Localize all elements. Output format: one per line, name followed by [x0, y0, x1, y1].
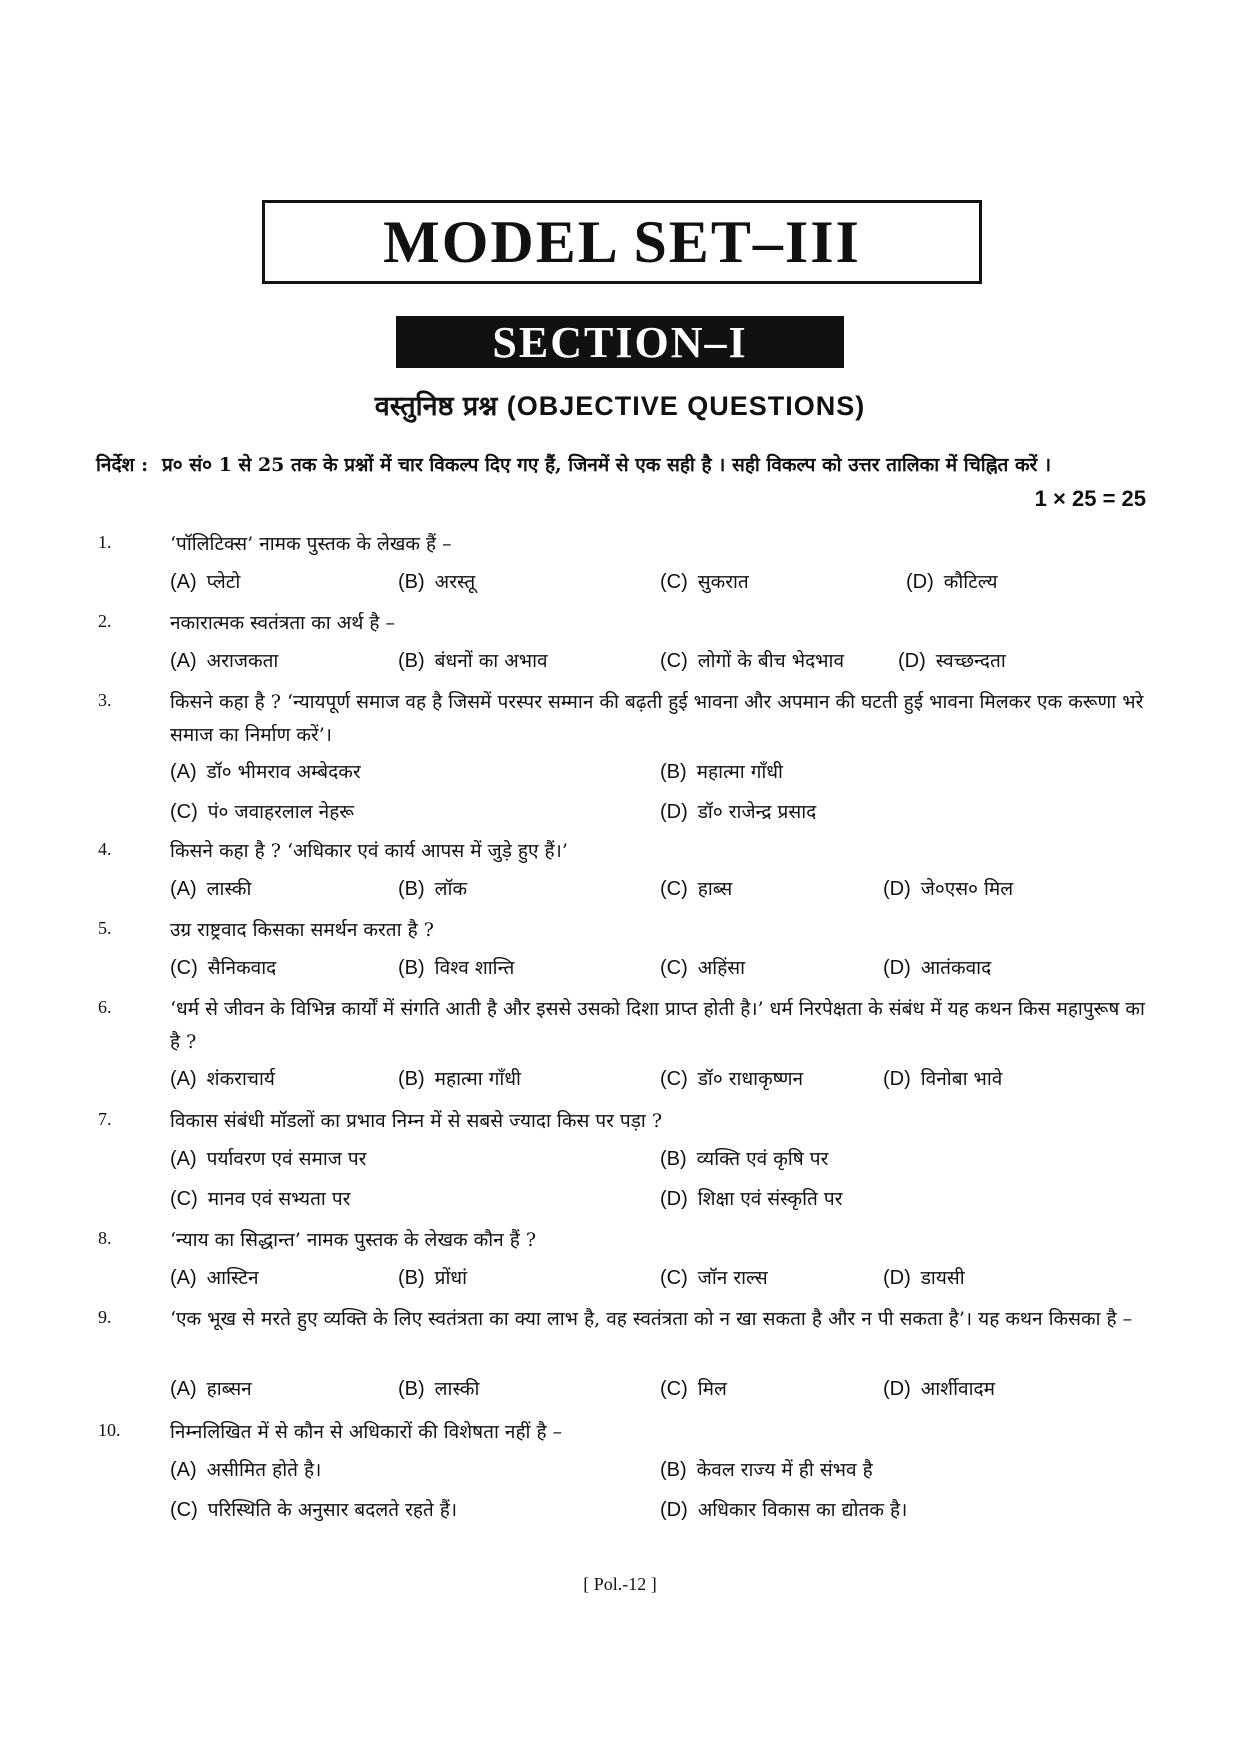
option-a [170, 758, 361, 784]
question-number: 9. [98, 1307, 112, 1327]
option-text: अहिंसा [697, 957, 746, 979]
option-letter: (B) [398, 1378, 425, 1400]
option-d [660, 1185, 842, 1211]
option-text: डॉ० राजेन्द्र प्रसाद [697, 801, 817, 823]
option-text: विश्व शान्ति [434, 957, 515, 979]
option-letter: (B) [660, 761, 687, 783]
option-b [660, 1145, 828, 1171]
option-text: बंधनों का अभाव [434, 650, 548, 672]
option-text: महात्मा गाँधी [696, 761, 783, 783]
instruction-label: निर्देश : [96, 454, 149, 476]
option-text: मिल [697, 1378, 727, 1400]
option-letter: (A) [170, 1068, 197, 1090]
option-text: लास्की [206, 878, 252, 900]
question-text: ‘न्याय का सिद्धान्त’ नामक पुस्तक के लेखक कौन हैं ? [170, 1229, 537, 1251]
option-text: हाब्सन [206, 1378, 252, 1400]
question-number: 10. [98, 1420, 121, 1440]
question-text: उग्र राष्ट्रवाद किसका समर्थन करता है ? [170, 919, 434, 941]
option-text: महात्मा गाँधी [434, 1068, 521, 1090]
option-letter: (A) [170, 1267, 197, 1289]
option-c [660, 568, 749, 594]
question-number: 2. [98, 611, 112, 631]
option-d [883, 875, 1013, 901]
page-footer: [ Pol.-12 ] [583, 1574, 657, 1594]
option-text: विनोबा भावे [920, 1068, 1003, 1090]
option-letter: (C) [660, 1378, 688, 1400]
option-d [906, 568, 997, 594]
option-c [170, 1185, 350, 1211]
option-b [660, 1456, 873, 1482]
option-a [170, 1145, 366, 1171]
question-number: 8. [98, 1228, 112, 1248]
option-letter: (C) [660, 957, 688, 979]
option-letter: (D) [906, 571, 934, 593]
option-text: कौटिल्य [943, 571, 998, 593]
option-letter: (D) [883, 878, 911, 900]
option-letter: (C) [660, 1068, 688, 1090]
option-b [398, 647, 548, 673]
option-text: आतंकवाद [920, 957, 992, 979]
subtitle-english: (OBJECTIVE QUESTIONS) [506, 391, 866, 421]
option-text: पं० जवाहरलाल नेहरू [207, 801, 355, 823]
option-letter: (C) [660, 878, 688, 900]
option-text: अधिकार विकास का द्योतक है। [697, 1499, 908, 1521]
section-heading: SECTION–I [492, 317, 748, 367]
option-text: प्लेटो [206, 571, 241, 593]
option-c [660, 1375, 727, 1401]
option-a [170, 1264, 259, 1290]
option-text: अरस्तू [434, 571, 476, 593]
option-d [883, 1264, 965, 1290]
option-text: लोगों के बीच भेदभाव [697, 650, 845, 672]
option-text: शिक्षा एवं संस्कृति पर [697, 1188, 843, 1210]
option-text: सैनिकवाद [207, 957, 277, 979]
option-letter: (C) [170, 957, 198, 979]
option-letter: (D) [660, 1499, 688, 1521]
option-letter: (C) [170, 1188, 198, 1210]
option-c [660, 954, 745, 980]
option-text: जे०एस० मिल [920, 878, 1014, 900]
option-letter: (B) [398, 878, 425, 900]
option-letter: (D) [883, 1267, 911, 1289]
option-letter: (D) [898, 650, 926, 672]
subtitle-hindi: वस्तुनिष्ठ प्रश्न [374, 391, 498, 422]
question-text: ‘पॉलिटिक्स’ नामक पुस्तक के लेखक हैं – [170, 533, 452, 555]
objective-questions-heading [0, 386, 1240, 423]
option-b [398, 1264, 467, 1290]
option-text: लास्की [434, 1378, 480, 1400]
option-c [170, 1496, 457, 1522]
option-text: मानव एवं सभ्यता पर [207, 1188, 351, 1210]
option-c [170, 798, 354, 824]
option-letter: (B) [660, 1148, 687, 1170]
option-b [398, 875, 467, 901]
option-text: डॉ० भीमराव अम्बेदकर [206, 761, 361, 783]
option-text: असीमित होते है। [206, 1459, 322, 1481]
option-text: आर्शीवादम [920, 1378, 995, 1400]
option-letter: (B) [398, 650, 425, 672]
option-c [660, 647, 844, 673]
page-title: MODEL SET–III [383, 208, 861, 275]
option-c [660, 1065, 803, 1091]
option-text: शंकराचार्य [206, 1068, 275, 1090]
option-a [170, 647, 278, 673]
question-number: 1. [98, 532, 112, 552]
option-text: व्यक्ति एवं कृषि पर [696, 1148, 829, 1170]
option-a [170, 1456, 321, 1482]
option-text: डॉ० राधाकृष्णन [697, 1068, 804, 1090]
option-letter: (B) [660, 1459, 687, 1481]
option-d [660, 1496, 907, 1522]
option-letter: (B) [398, 571, 425, 593]
option-letter: (A) [170, 878, 197, 900]
model-set-title-box [262, 200, 982, 284]
option-letter: (A) [170, 1378, 197, 1400]
option-letter: (D) [883, 957, 911, 979]
option-letter: (B) [398, 957, 425, 979]
option-letter: (C) [660, 571, 688, 593]
option-text: लॉक [434, 878, 468, 900]
option-letter: (C) [660, 1267, 688, 1289]
option-letter: (D) [883, 1378, 911, 1400]
question-text: किसने कहा है ? ‘न्यायपूर्ण समाज वह है जिसमें परस्पर सम्मान की बढ़ती हुई भावना और अपमान की घटती हुई भावना मिलकर एक करूणा भरे समाज का निर्माण करें’। [170, 691, 1144, 746]
option-b [398, 1065, 521, 1091]
option-c [660, 875, 732, 901]
instruction-text: प्र० सं० 1 से 25 तक के प्रश्नों में चार विकल्प दिए गए हैं, जिनमें से एक सही है । सही विकल्प को उत्तर तालिका में चिह्नित करें । [162, 454, 1052, 476]
option-text: जॉन राल्स [697, 1267, 768, 1289]
option-a [170, 568, 240, 594]
option-text: परिस्थिति के अनुसार बदलते रहते हैं। [207, 1499, 458, 1521]
option-text: अराजकता [206, 650, 279, 672]
marks-formula: 1 × 25 = 25 [1034, 486, 1146, 511]
option-a [170, 875, 251, 901]
option-d [660, 798, 816, 824]
option-letter: (B) [398, 1068, 425, 1090]
option-c [660, 1264, 768, 1290]
option-d [883, 1375, 995, 1401]
option-letter: (A) [170, 1459, 197, 1481]
section-heading-box [396, 316, 844, 368]
option-a [170, 1375, 252, 1401]
question-number: 7. [98, 1109, 112, 1129]
option-letter: (D) [660, 801, 688, 823]
question-text: ‘एक भूख से मरते हुए व्यक्ति के लिए स्वतंत्रता का क्या लाभ है, वह स्वतंत्रता को न खा सकता है और न पी सकता है’। यह कथन किसका है – [170, 1308, 1133, 1330]
option-text: डायसी [920, 1267, 965, 1289]
question-text: ‘धर्म से जीवन के विभिन्न कार्यों में संगति आती है और इससे उसको दिशा प्राप्त होती है।’ धर्म निरपेक्षता के संबंध में यह कथन किस महापुरूष का है ? [170, 998, 1145, 1053]
option-text: केवल राज्य में ही संभव है [696, 1459, 873, 1481]
option-letter: (C) [170, 1499, 198, 1521]
option-a [170, 954, 276, 980]
option-letter: (D) [660, 1188, 688, 1210]
option-b [398, 1375, 479, 1401]
option-text: आस्टिन [206, 1267, 259, 1289]
option-letter: (A) [170, 761, 197, 783]
option-b [398, 954, 514, 980]
option-d [883, 954, 991, 980]
option-letter: (A) [170, 650, 197, 672]
option-a [170, 1065, 275, 1091]
option-letter: (D) [883, 1068, 911, 1090]
option-text: स्वच्छन्दता [935, 650, 1006, 672]
option-text: हाब्स [697, 878, 733, 900]
option-letter: (A) [170, 1148, 197, 1170]
question-number: 3. [98, 690, 112, 710]
option-b [398, 568, 475, 594]
option-text: पर्यावरण एवं समाज पर [206, 1148, 367, 1170]
option-letter: (C) [170, 801, 198, 823]
question-text: किसने कहा है ? ‘अधिकार एवं कार्य आपस में जुड़े हुए हैं।’ [170, 840, 568, 862]
question-number: 6. [98, 997, 112, 1017]
question-text: नकारात्मक स्वतंत्रता का अर्थ है – [170, 612, 396, 634]
question-number: 4. [98, 839, 112, 859]
question-text: निम्नलिखित में से कौन से अधिकारों की विशेषता नहीं है – [170, 1421, 563, 1443]
question-text: विकास संबंधी मॉडलों का प्रभाव निम्न में से सबसे ज्यादा किस पर पड़ा ? [170, 1110, 663, 1132]
option-d [883, 1065, 1002, 1091]
option-d [898, 647, 1006, 673]
option-letter: (B) [398, 1267, 425, 1289]
option-b [660, 758, 783, 784]
option-text: प्रोंधां [434, 1267, 468, 1289]
question-number: 5. [98, 918, 112, 938]
option-letter: (C) [660, 650, 688, 672]
option-letter: (A) [170, 571, 197, 593]
option-text: सुकरात [697, 571, 749, 593]
